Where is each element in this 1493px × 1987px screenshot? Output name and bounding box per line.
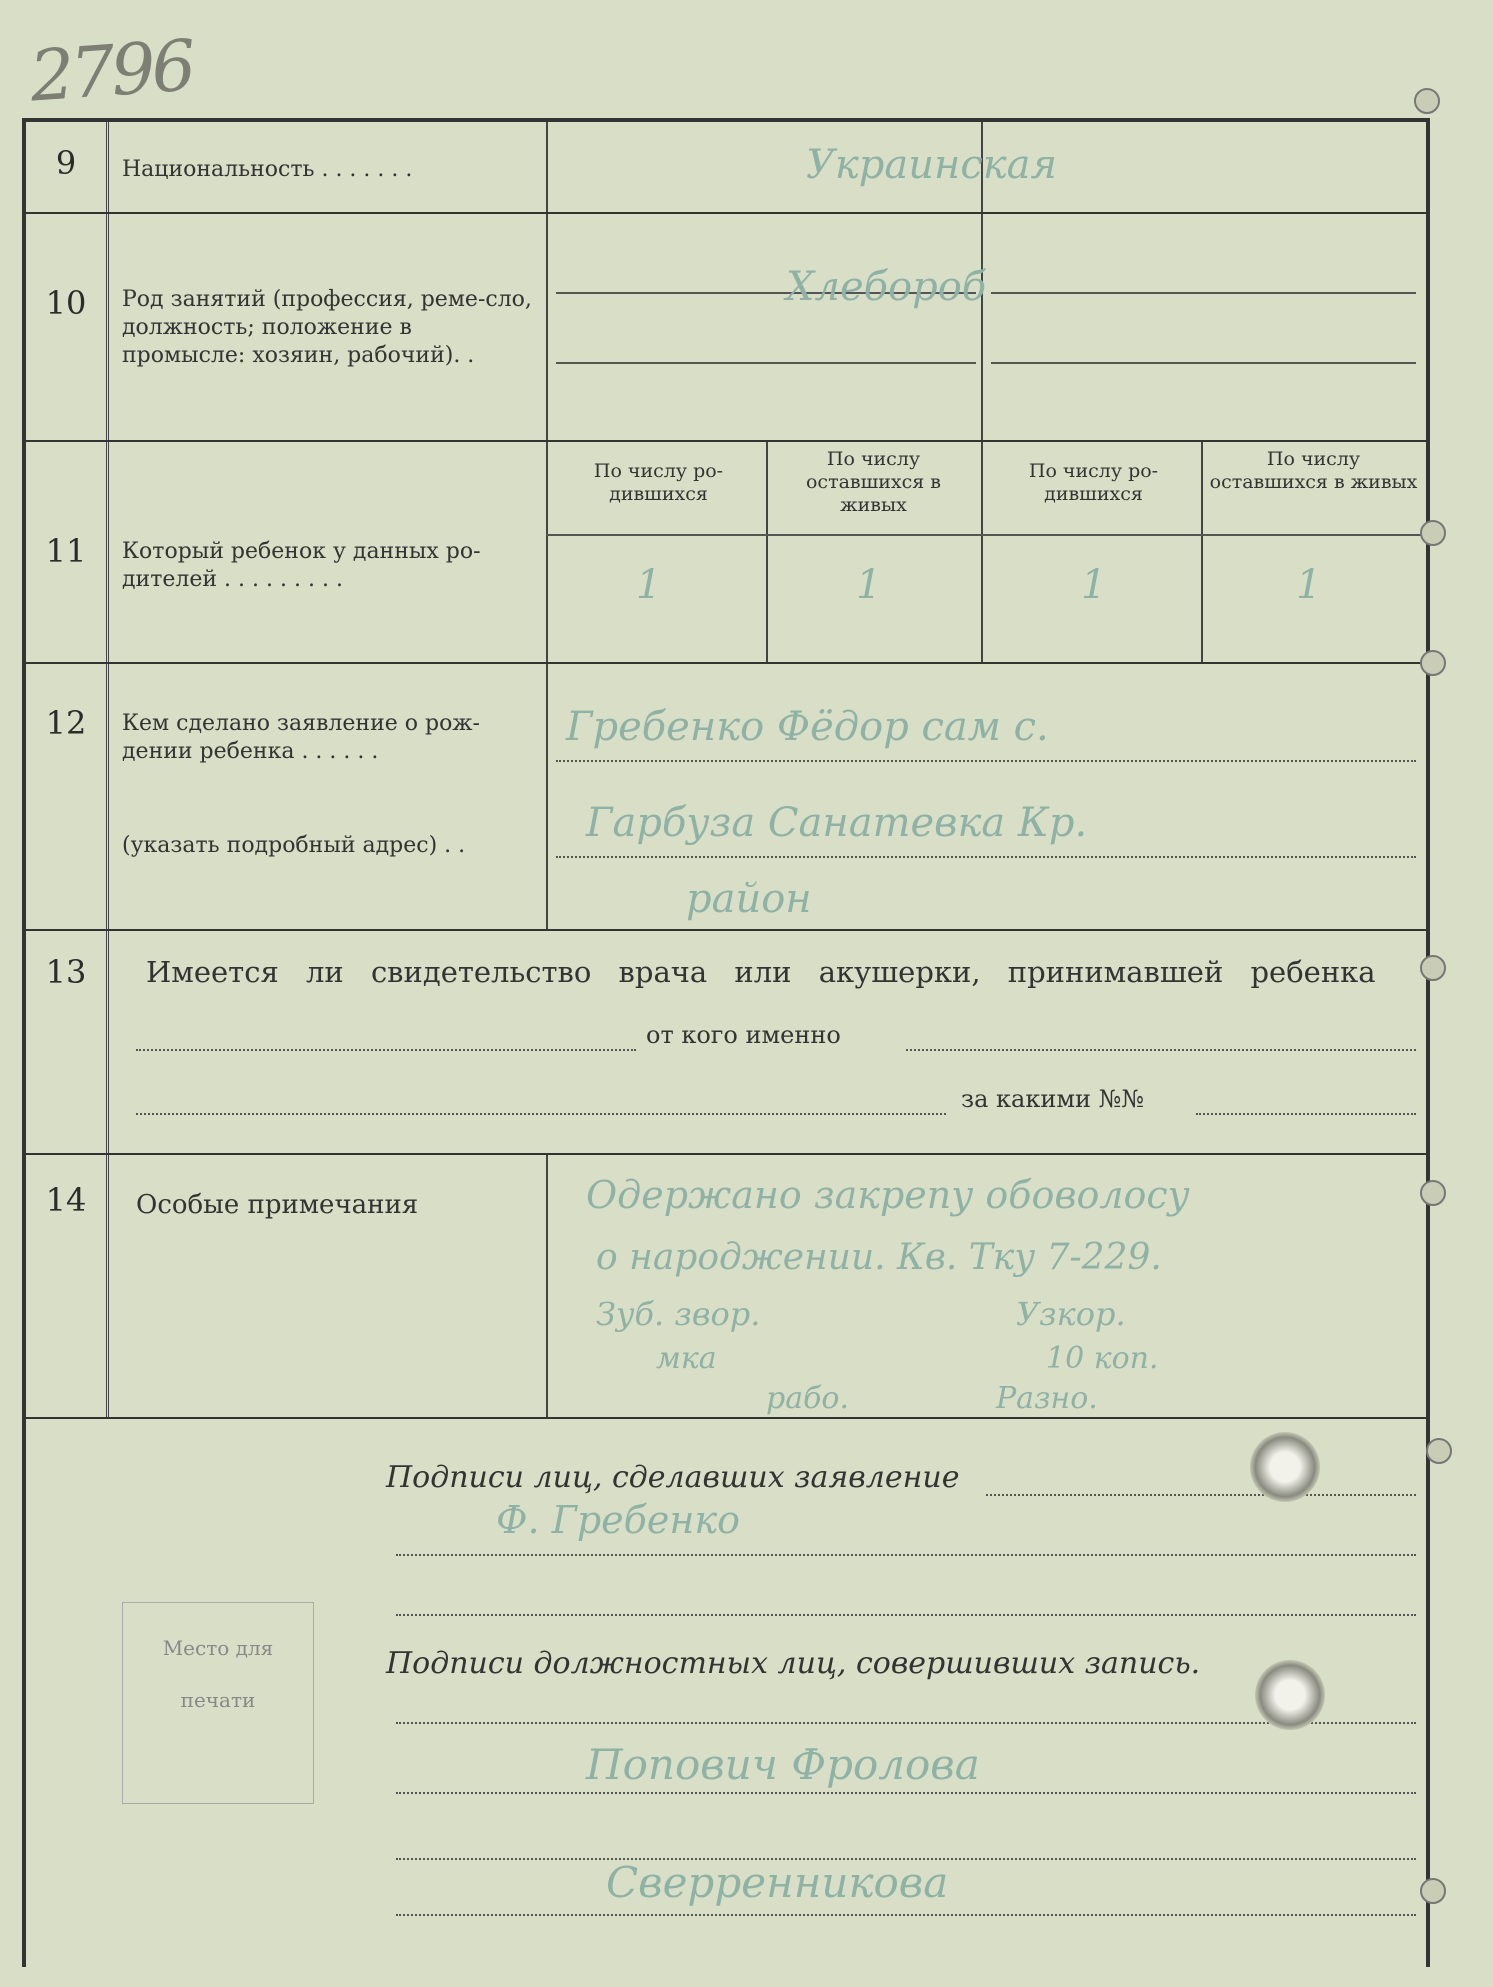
registration-form: [22, 118, 1430, 1967]
dotted-line: [396, 1722, 1416, 1724]
rule-line: [556, 362, 976, 364]
declarant-label: Кем сделано заявление о рож-дении ребенка . . . . . .: [122, 711, 480, 764]
column-divider: [546, 664, 548, 929]
certificate-question: Имеется ли свидетельство врача или акушерки, принимавшей ребенка: [146, 955, 1376, 989]
notes-line-4: Узкор.: [1016, 1295, 1126, 1333]
value-alive-mother: 1: [1296, 562, 1322, 608]
ink-blot: [1250, 1432, 1320, 1502]
column-divider: [981, 442, 983, 662]
official-signature-2: Сверренникова: [606, 1858, 949, 1907]
occupation-value: Хлебороб: [786, 264, 987, 310]
binding-hole: [1420, 1878, 1446, 1904]
nationality-value: Украинская: [806, 142, 1057, 188]
certificate-numbers-label: за какими №№: [961, 1085, 1145, 1113]
child-order-label: Который ребенок у данных ро-дителей . . . . . . . . .: [122, 539, 481, 592]
column-divider: [546, 122, 548, 212]
column-divider: [766, 442, 768, 662]
dotted-line: [986, 1494, 1416, 1496]
row-number: 14: [45, 1181, 87, 1219]
value-alive-father: 1: [856, 562, 882, 608]
subhead-alive-mother: По числу оставшихся в живых: [1209, 448, 1418, 493]
dotted-line: [396, 1614, 1416, 1616]
subhead-alive-father: По числу оставшихся в живых: [805, 448, 942, 516]
row-number: 13: [45, 953, 87, 991]
row-number-cell: [26, 442, 109, 662]
binding-hole: [1420, 1180, 1446, 1206]
row-nationality: [26, 122, 1426, 214]
column-divider: [546, 1155, 548, 1417]
row-number-cell: [26, 214, 109, 440]
row-declarant: [26, 664, 1426, 931]
column-divider: [546, 214, 548, 440]
row-number: 11: [45, 532, 87, 570]
row-number-cell: [26, 1155, 109, 1417]
subhead-born-father: По числу ро-дившихся: [593, 460, 724, 505]
seal-label-line-2: печати: [180, 1688, 256, 1712]
row-certificate: [26, 931, 1426, 1155]
dotted-line: [396, 1792, 1416, 1794]
applicants-signature-label: Подписи лиц, сделавших заявление: [386, 1460, 960, 1495]
notes-line-2: о народжении. Кв. Тку 7-229.: [596, 1237, 1162, 1278]
value-born-mother: 1: [1081, 562, 1107, 608]
notes-line-8: Разно.: [996, 1381, 1098, 1416]
column-divider: [1201, 442, 1203, 662]
notes-line-3: Зуб. звор.: [596, 1295, 761, 1333]
dotted-line: [396, 1914, 1416, 1916]
row-notes: [26, 1155, 1426, 1419]
dotted-line: [1196, 1113, 1416, 1115]
seal-placeholder: [122, 1602, 314, 1804]
notes-line-6: 10 коп.: [1046, 1341, 1159, 1376]
dotted-line: [556, 856, 1416, 858]
occupation-label: Род занятий (профессия, реме-сло, должность; положение в промысле: хозяин, рабочий). .: [122, 287, 532, 368]
column-divider: [981, 214, 983, 440]
binding-hole: [1420, 955, 1446, 981]
row-number-cell: [26, 931, 109, 1153]
row-number-cell: [26, 122, 109, 212]
row-number-cell: [26, 664, 109, 929]
row-number: 12: [45, 704, 87, 742]
notes-line-5: мка: [656, 1341, 717, 1376]
binding-hole: [1414, 88, 1440, 114]
rule-line: [991, 292, 1416, 294]
seal-label-line-1: Место для: [162, 1636, 274, 1660]
official-signature-1: Попович Фролова: [586, 1740, 980, 1789]
nationality-label: Национальность . . . . . . .: [122, 157, 413, 182]
column-divider: [546, 442, 548, 662]
dotted-line: [396, 1554, 1416, 1556]
row-child-order: [26, 442, 1426, 664]
binding-hole: [1420, 650, 1446, 676]
row-number: 9: [55, 144, 77, 182]
notes-line-7: рабо.: [766, 1381, 849, 1416]
from-whom-label: от кого именно: [646, 1021, 841, 1049]
binding-hole: [1420, 520, 1446, 546]
row-number: 10: [45, 284, 87, 322]
row-occupation: [26, 214, 1426, 442]
declarant-name: Гребенко Фёдор сам с.: [566, 704, 1049, 750]
dotted-line: [136, 1113, 946, 1115]
address-label: (указать подробный адрес) . .: [122, 833, 466, 858]
notes-line-1: Одержано закрепу обоволосу: [586, 1173, 1190, 1217]
dotted-line: [556, 760, 1416, 762]
declarant-address: Гарбуза Санатевка Кр.: [586, 800, 1088, 846]
applicant-signature: Ф. Гребенко: [496, 1498, 740, 1542]
rule-line: [991, 362, 1416, 364]
page-number: 2796: [27, 24, 195, 118]
dotted-line: [136, 1049, 636, 1051]
value-born-father: 1: [636, 562, 662, 608]
subhead-born-mother: По числу ро-дившихся: [1028, 460, 1159, 505]
ink-blot: [1255, 1660, 1325, 1730]
rule-line: [546, 534, 1426, 536]
binding-hole: [1426, 1438, 1452, 1464]
notes-label: Особые примечания: [136, 1190, 419, 1220]
declarant-address-cont: район: [686, 876, 812, 922]
officials-signature-label: Подписи должностных лиц, совершивших запись.: [386, 1646, 1201, 1681]
dotted-line: [906, 1049, 1416, 1051]
